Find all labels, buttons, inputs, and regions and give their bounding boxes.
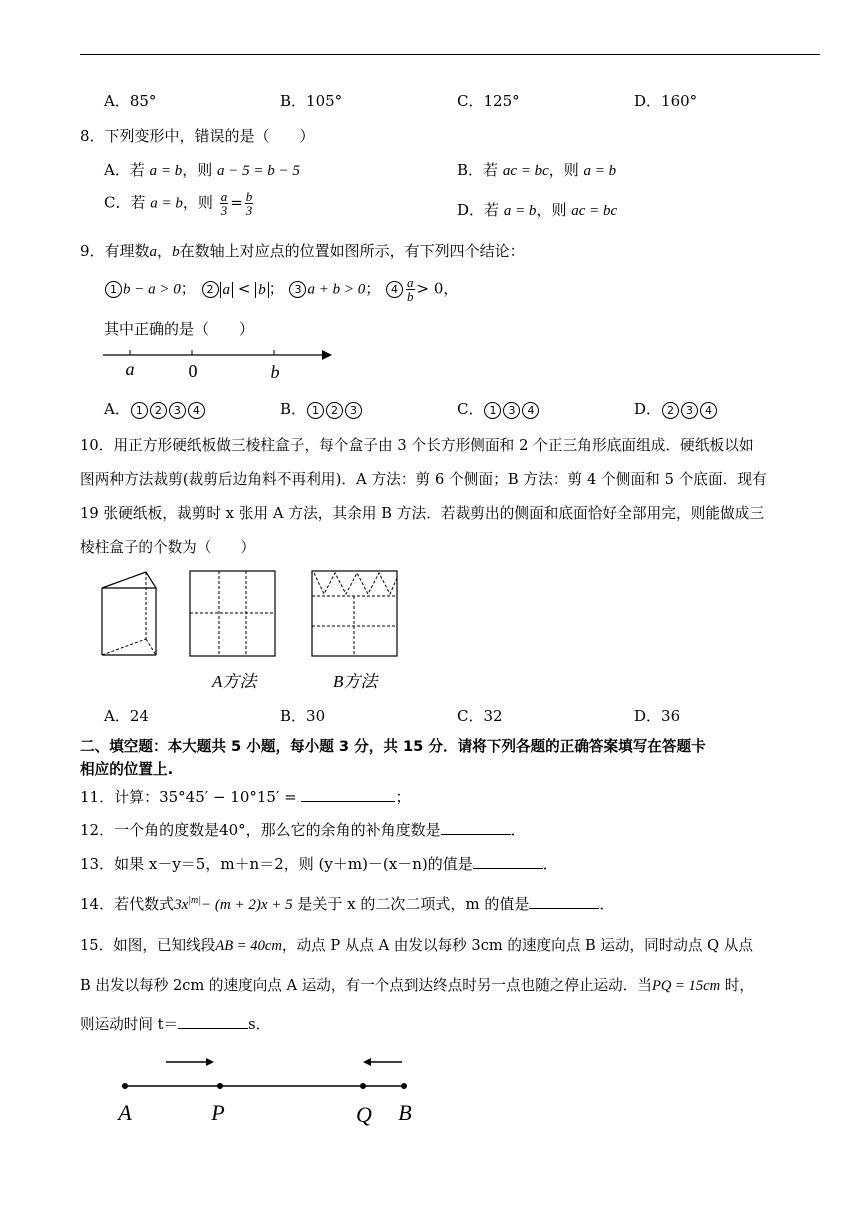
q9-option-c[interactable] <box>457 398 540 419</box>
q9-option-b-label: B． <box>280 400 307 418</box>
q14-coefficient: 3x <box>174 897 189 913</box>
q9-a-mark-4: 4 <box>188 402 205 419</box>
segment-ab-figure <box>108 1050 426 1130</box>
q15-line-3-suffix: s． <box>248 1016 271 1033</box>
q13-suffix: ． <box>542 855 558 873</box>
method-a-figure <box>189 570 277 658</box>
q8-b-result: a = b <box>583 163 617 179</box>
conclusion-2-abs-b: b <box>255 282 269 298</box>
q9-stem-suffix: 在数轴上对应点的位置如图所示，有下列四个结论： <box>179 242 525 260</box>
q9-option-c-label: C． <box>457 400 484 418</box>
q9-b-mark-2: 2 <box>326 402 343 419</box>
q15-ab-length: AB = 40cm <box>215 938 282 954</box>
axis-label-a: a <box>125 359 135 379</box>
conclusion-3-mark: 3 <box>289 281 306 298</box>
conclusion-sep-2: ； <box>268 279 284 298</box>
conclusion-4-mark: 4 <box>386 281 403 298</box>
q14-rest: − (m + 2)x + 5 <box>201 897 293 913</box>
q9-ask: 其中正确的是（ ） <box>104 320 255 338</box>
q11 <box>80 786 411 807</box>
q8-c-cond: a = b <box>150 195 183 212</box>
q13 <box>80 853 558 874</box>
q15-line-2-suffix: 时， <box>724 977 755 994</box>
q8-option-c[interactable] <box>104 190 255 217</box>
conclusion-sep-3: ； <box>365 279 381 298</box>
section-2-heading-line-1: 二、填空题：本大题共 5 小题，每小题 3 分，共 15 分．请将下列各题的正确答案填写在答题卡 <box>80 738 706 755</box>
q10-option-c[interactable]: C．32 <box>457 707 503 725</box>
q8-c-equals: = <box>230 193 243 212</box>
conclusion-2-mark: 2 <box>202 281 219 298</box>
q14-answer-blank[interactable] <box>529 908 599 909</box>
conclusion-4-fraction: $\frac{a}{b}$ <box>407 275 414 304</box>
q9-stem <box>80 240 525 261</box>
q9-option-b[interactable] <box>280 398 363 419</box>
q15-line-2-prefix: B 出发以每秒 2cm 的速度向点 A 运动，有一个点到达终点时另一点也随之停止运动．当 <box>80 977 652 994</box>
q14-mid: 是关于 x 的二次二项式，m 的值是 <box>297 895 530 913</box>
q9-option-d-label: D． <box>634 400 662 418</box>
axis-label-b: b <box>270 362 280 382</box>
q12-suffix: ． <box>510 821 526 839</box>
q-arrow-head <box>363 1058 371 1066</box>
q8-option-d[interactable] <box>457 199 617 220</box>
conclusion-2-lt: < <box>237 279 251 298</box>
q9-option-a[interactable] <box>104 398 206 419</box>
q9-a-mark-3: 3 <box>169 402 186 419</box>
q10-line-2: 图两种方法裁剪(裁剪后边角料不再利用)．A 方法：剪 6 个侧面；B 方法：剪 4 个侧面和 5 个底面．现有 <box>80 471 767 488</box>
q9-b-mark-1: 1 <box>307 402 324 419</box>
conclusion-4-gt: > 0 <box>416 279 444 298</box>
q8-b-mid: ，则 <box>548 161 579 179</box>
q10-line-3: 19 张硬纸板，裁剪时 x 张用 A 方法，其余用 B 方法．若裁剪出的侧面和底面恰好全部用完，则能做成三 <box>80 505 765 522</box>
point-p <box>217 1083 223 1089</box>
q8-c-mid: ，则 <box>182 193 213 212</box>
q15-answer-blank[interactable] <box>178 1028 248 1029</box>
method-b-figure <box>311 570 399 658</box>
conclusion-1: b − a > 0 <box>123 281 181 298</box>
q9-a-mark-2: 2 <box>150 402 167 419</box>
q8-a-result: a − 5 = b − 5 <box>217 163 300 179</box>
q10-line-4: 棱柱盒子的个数为（ ） <box>80 539 256 556</box>
q9-a-mark-1: 1 <box>131 402 148 419</box>
q15-line-3 <box>80 1013 270 1034</box>
q8-a-cond: a = b <box>149 163 183 179</box>
q8-c-fraction-right: $\frac{b}{3}$ <box>245 189 253 218</box>
q8-a-prefix: A．若 <box>104 161 145 179</box>
q8-option-b[interactable] <box>457 159 616 180</box>
conclusion-sep-1: ； <box>180 279 196 298</box>
q12 <box>80 819 526 840</box>
label-a: A <box>118 1100 132 1125</box>
q11-prefix: 11．计算： <box>80 788 160 806</box>
number-line-figure <box>100 342 332 384</box>
q10-option-b[interactable]: B．30 <box>280 707 326 725</box>
q9-c-mark-3: 4 <box>522 402 539 419</box>
q11-expression: 35°45′ − 10°15′ = <box>159 788 297 806</box>
q8-option-a[interactable] <box>104 159 300 180</box>
q13-answer-blank[interactable] <box>473 868 543 869</box>
q9-stem-sep: ， <box>157 242 173 260</box>
q9-d-mark-2: 3 <box>681 402 698 419</box>
p-arrow-head <box>206 1058 214 1066</box>
q9-b-mark-3: 3 <box>345 402 362 419</box>
q9-stem-b: b <box>172 244 180 260</box>
q9-conclusions <box>104 276 458 303</box>
q9-c-mark-1: 1 <box>484 402 501 419</box>
conclusion-2-abs-a: a <box>220 282 234 298</box>
q12-text: 12．一个角的度数是40°，那么它的余角的补角度数是 <box>80 821 441 839</box>
q7-option-c[interactable]: C．125° <box>457 92 520 110</box>
q9-d-mark-3: 4 <box>700 402 717 419</box>
q13-text: 13．如果 x－y＝5，m＋n＝2，则 (y＋m)－(x－n)的值是 <box>80 855 473 873</box>
point-a <box>122 1083 128 1089</box>
q8-b-cond: ac = bc <box>502 163 549 179</box>
q15-pq-length: PQ = 15cm <box>651 978 721 994</box>
label-b: B <box>398 1100 412 1125</box>
q15-line-3-prefix: 则运动时间 t＝ <box>80 1016 179 1033</box>
q8-b-prefix: B．若 <box>457 161 499 179</box>
number-line-arrow <box>322 350 332 360</box>
q8-c-prefix: C．若 <box>104 193 146 212</box>
point-q <box>360 1083 366 1089</box>
section-2-heading-line-2: 相应的位置上. <box>80 761 174 778</box>
q15-line-2 <box>80 974 754 995</box>
q7-option-a[interactable]: A．85° <box>104 92 157 110</box>
conclusion-1-mark: 1 <box>105 281 122 298</box>
axis-label-zero: 0 <box>188 361 198 381</box>
q14 <box>80 893 614 914</box>
q8-d-mid: ，则 <box>536 201 567 219</box>
q9-stem-prefix: 9．有理数 <box>80 242 150 260</box>
q8-a-mid: ，则 <box>182 161 213 179</box>
q9-stem-a: a <box>149 244 158 260</box>
q15-line-1-suffix: ，动点 P 从点 A 由发以每秒 3cm 的速度向点 B 运动，同时动点 Q 从点 <box>281 937 753 954</box>
q15-line-1 <box>80 934 753 955</box>
q9-d-mark-1: 2 <box>662 402 679 419</box>
q9-c-mark-2: 3 <box>503 402 520 419</box>
q14-suffix: ． <box>599 895 615 913</box>
q9-option-a-label: A． <box>104 400 130 418</box>
q9-option-d[interactable] <box>634 398 718 419</box>
conclusion-3: a + b > 0 <box>307 281 366 298</box>
q10-option-a[interactable]: A．24 <box>104 707 149 725</box>
q7-option-d[interactable]: D．160° <box>634 92 698 110</box>
q14-prefix: 14．若代数式 <box>80 895 175 913</box>
q10-line-1: 10．用正方形硬纸板做三棱柱盒子，每个盒子由 3 个长方形侧面和 2 个正三角形底面组成．硬纸板以如 <box>80 437 754 454</box>
q11-answer-blank[interactable] <box>301 801 395 802</box>
q8-c-fraction-left: $\frac{a}{3}$ <box>220 189 228 218</box>
q8-d-cond: a = b <box>503 203 537 219</box>
q10-option-d[interactable]: D．36 <box>634 707 681 725</box>
q8-d-prefix: D．若 <box>457 201 500 219</box>
method-b-label: B方法 <box>333 672 378 691</box>
q8-stem: 8．下列变形中，错误的是（ ） <box>80 127 315 145</box>
q15-line-1-prefix: 15．如图，已知线段 <box>80 937 216 954</box>
point-b <box>401 1083 407 1089</box>
prism-figure <box>98 566 162 660</box>
q7-option-b[interactable]: B．105° <box>280 92 343 110</box>
q12-answer-blank[interactable] <box>441 834 511 835</box>
conclusion-end: ， <box>443 279 459 298</box>
label-p: P <box>211 1100 225 1125</box>
q8-d-result: ac = bc <box>571 203 618 219</box>
q11-suffix: ； <box>395 788 411 806</box>
q14-exponent: |m| <box>188 895 201 906</box>
method-a-label: A方法 <box>212 672 257 691</box>
header-rule <box>80 54 820 55</box>
label-q: Q <box>356 1102 372 1127</box>
